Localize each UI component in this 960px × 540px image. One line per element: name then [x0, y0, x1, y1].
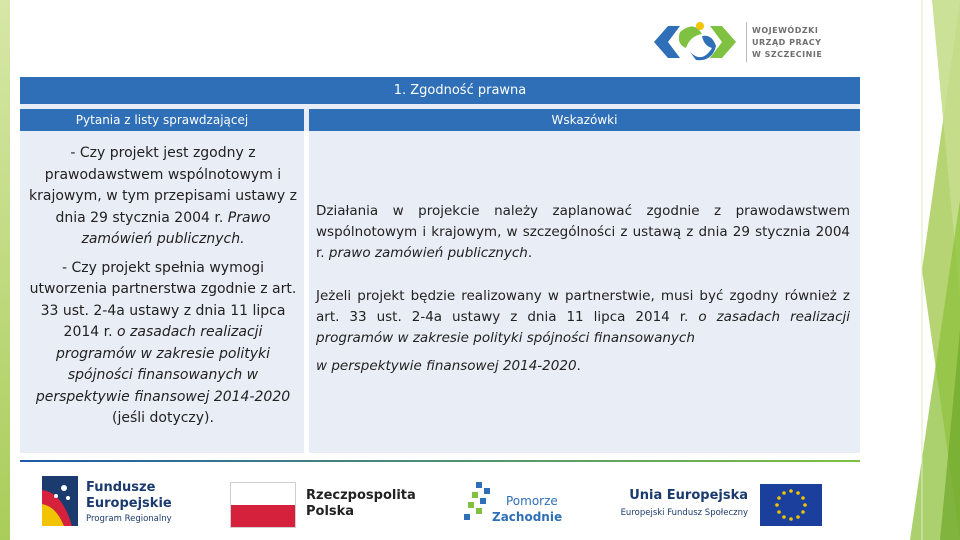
- fe-line-3: Program Regionalny: [86, 514, 172, 524]
- column-header-questions: Pytania z listy sprawdzającej: [20, 109, 304, 131]
- guidance-1-act-name: prawo zamówień publicznych: [328, 245, 528, 261]
- pz-line-2: Zachodnie: [492, 510, 563, 524]
- fundusze-europejskie-mark-icon: [42, 476, 78, 526]
- column-separator: [304, 131, 309, 453]
- pomorze-zachodnie-logo: [462, 478, 572, 528]
- guidance-2-act-name: o zasadach realizacji programów w zakresie polityki spójności finansowanych: [316, 309, 850, 346]
- fundusze-europejskie-logo: [42, 474, 202, 530]
- question-2: [24, 258, 302, 430]
- question-2-text: - Czy projekt spełnia wymogi utworzenia partnerstwa zgodnie z art. 33 ust. 2-4a ustawy z dnia 11 lipca 2014 r.: [29, 259, 297, 340]
- guidance-paragraph-3: [316, 356, 850, 377]
- ue-line-2: Europejski Fundusz Społeczny: [620, 508, 748, 518]
- guidance-paragraph-1: [316, 201, 850, 264]
- rzeczpospolita-polska-logo: [230, 482, 420, 528]
- guidance-cell: [316, 201, 850, 377]
- questions-cell: [24, 143, 302, 451]
- column-header-guidance: Wskazówki: [309, 109, 860, 131]
- ue-line-1: Unia Europejska: [629, 488, 748, 503]
- guidance-3-end: .: [576, 358, 581, 374]
- question-1: [24, 143, 302, 251]
- wup-logo-mark-icon: [650, 16, 740, 68]
- guidance-paragraph-2: [316, 286, 850, 349]
- table-title-bar: [20, 77, 860, 104]
- logo-divider: [746, 22, 747, 62]
- decorative-triangles-graphic: [860, 0, 960, 540]
- polish-flag-icon: [230, 482, 296, 528]
- footer-divider-line: [20, 460, 860, 462]
- question-2-suffix: (jeśli dotyczy).: [112, 410, 214, 426]
- question-1-text: - Czy projekt jest zgodny z prawodawstwem wspólnotowym i krajowym, w tym przepisami ustawy z dnia 29 stycznia 2004 r.: [29, 145, 297, 226]
- org-name-line-3: W SZCZECINIE: [752, 50, 823, 59]
- guidance-1-text: Działania w projekcie należy zaplanować zgodnie z prawodawstwem wspólnotowym i krajowym, w szczególności z ustawą z dnia 29 stycznia 2004 r.: [316, 203, 850, 261]
- table-title: 1. Zgodność prawna: [393, 83, 527, 98]
- fe-line-1: Fundusze: [86, 480, 156, 495]
- eu-flag-icon: [760, 484, 822, 526]
- fe-line-2: Europejskie: [86, 496, 172, 511]
- guidance-3-act-name: w perspektywie finansowej 2014-2020: [316, 358, 577, 374]
- unia-europejska-logo: [614, 484, 824, 530]
- rp-line-1: Rzeczpospolita: [306, 488, 416, 503]
- question-2-act-name: o zasadach realizacji programów w zakresie polityki spójności finansowanych w perspektywie finansowej 2014-2020: [35, 324, 291, 405]
- pz-line-1: Pomorze: [506, 494, 558, 508]
- rp-line-2: Polska: [306, 504, 355, 519]
- right-decorative-triangles: [860, 0, 960, 540]
- wup-szczecin-logo: [650, 16, 830, 68]
- question-1-act-name: Prawo zamówień publicznych.: [81, 209, 271, 247]
- guidance-1-end: .: [527, 245, 533, 261]
- left-decorative-stripe: [0, 0, 10, 540]
- legal-compliance-table: [20, 77, 860, 453]
- guidance-2-text: Jeżeli projekt będzie realizowany w partnerstwie, musi być zgodny również z art. 33 ust. 2-4a ustawy z dnia 11 lipca 2014 r.: [316, 288, 850, 325]
- org-name-line-2: URZĄD PRACY: [752, 38, 822, 47]
- org-name-line-1: WOJEWÓDZKI: [752, 26, 819, 35]
- eu-stars-icon: [760, 484, 822, 526]
